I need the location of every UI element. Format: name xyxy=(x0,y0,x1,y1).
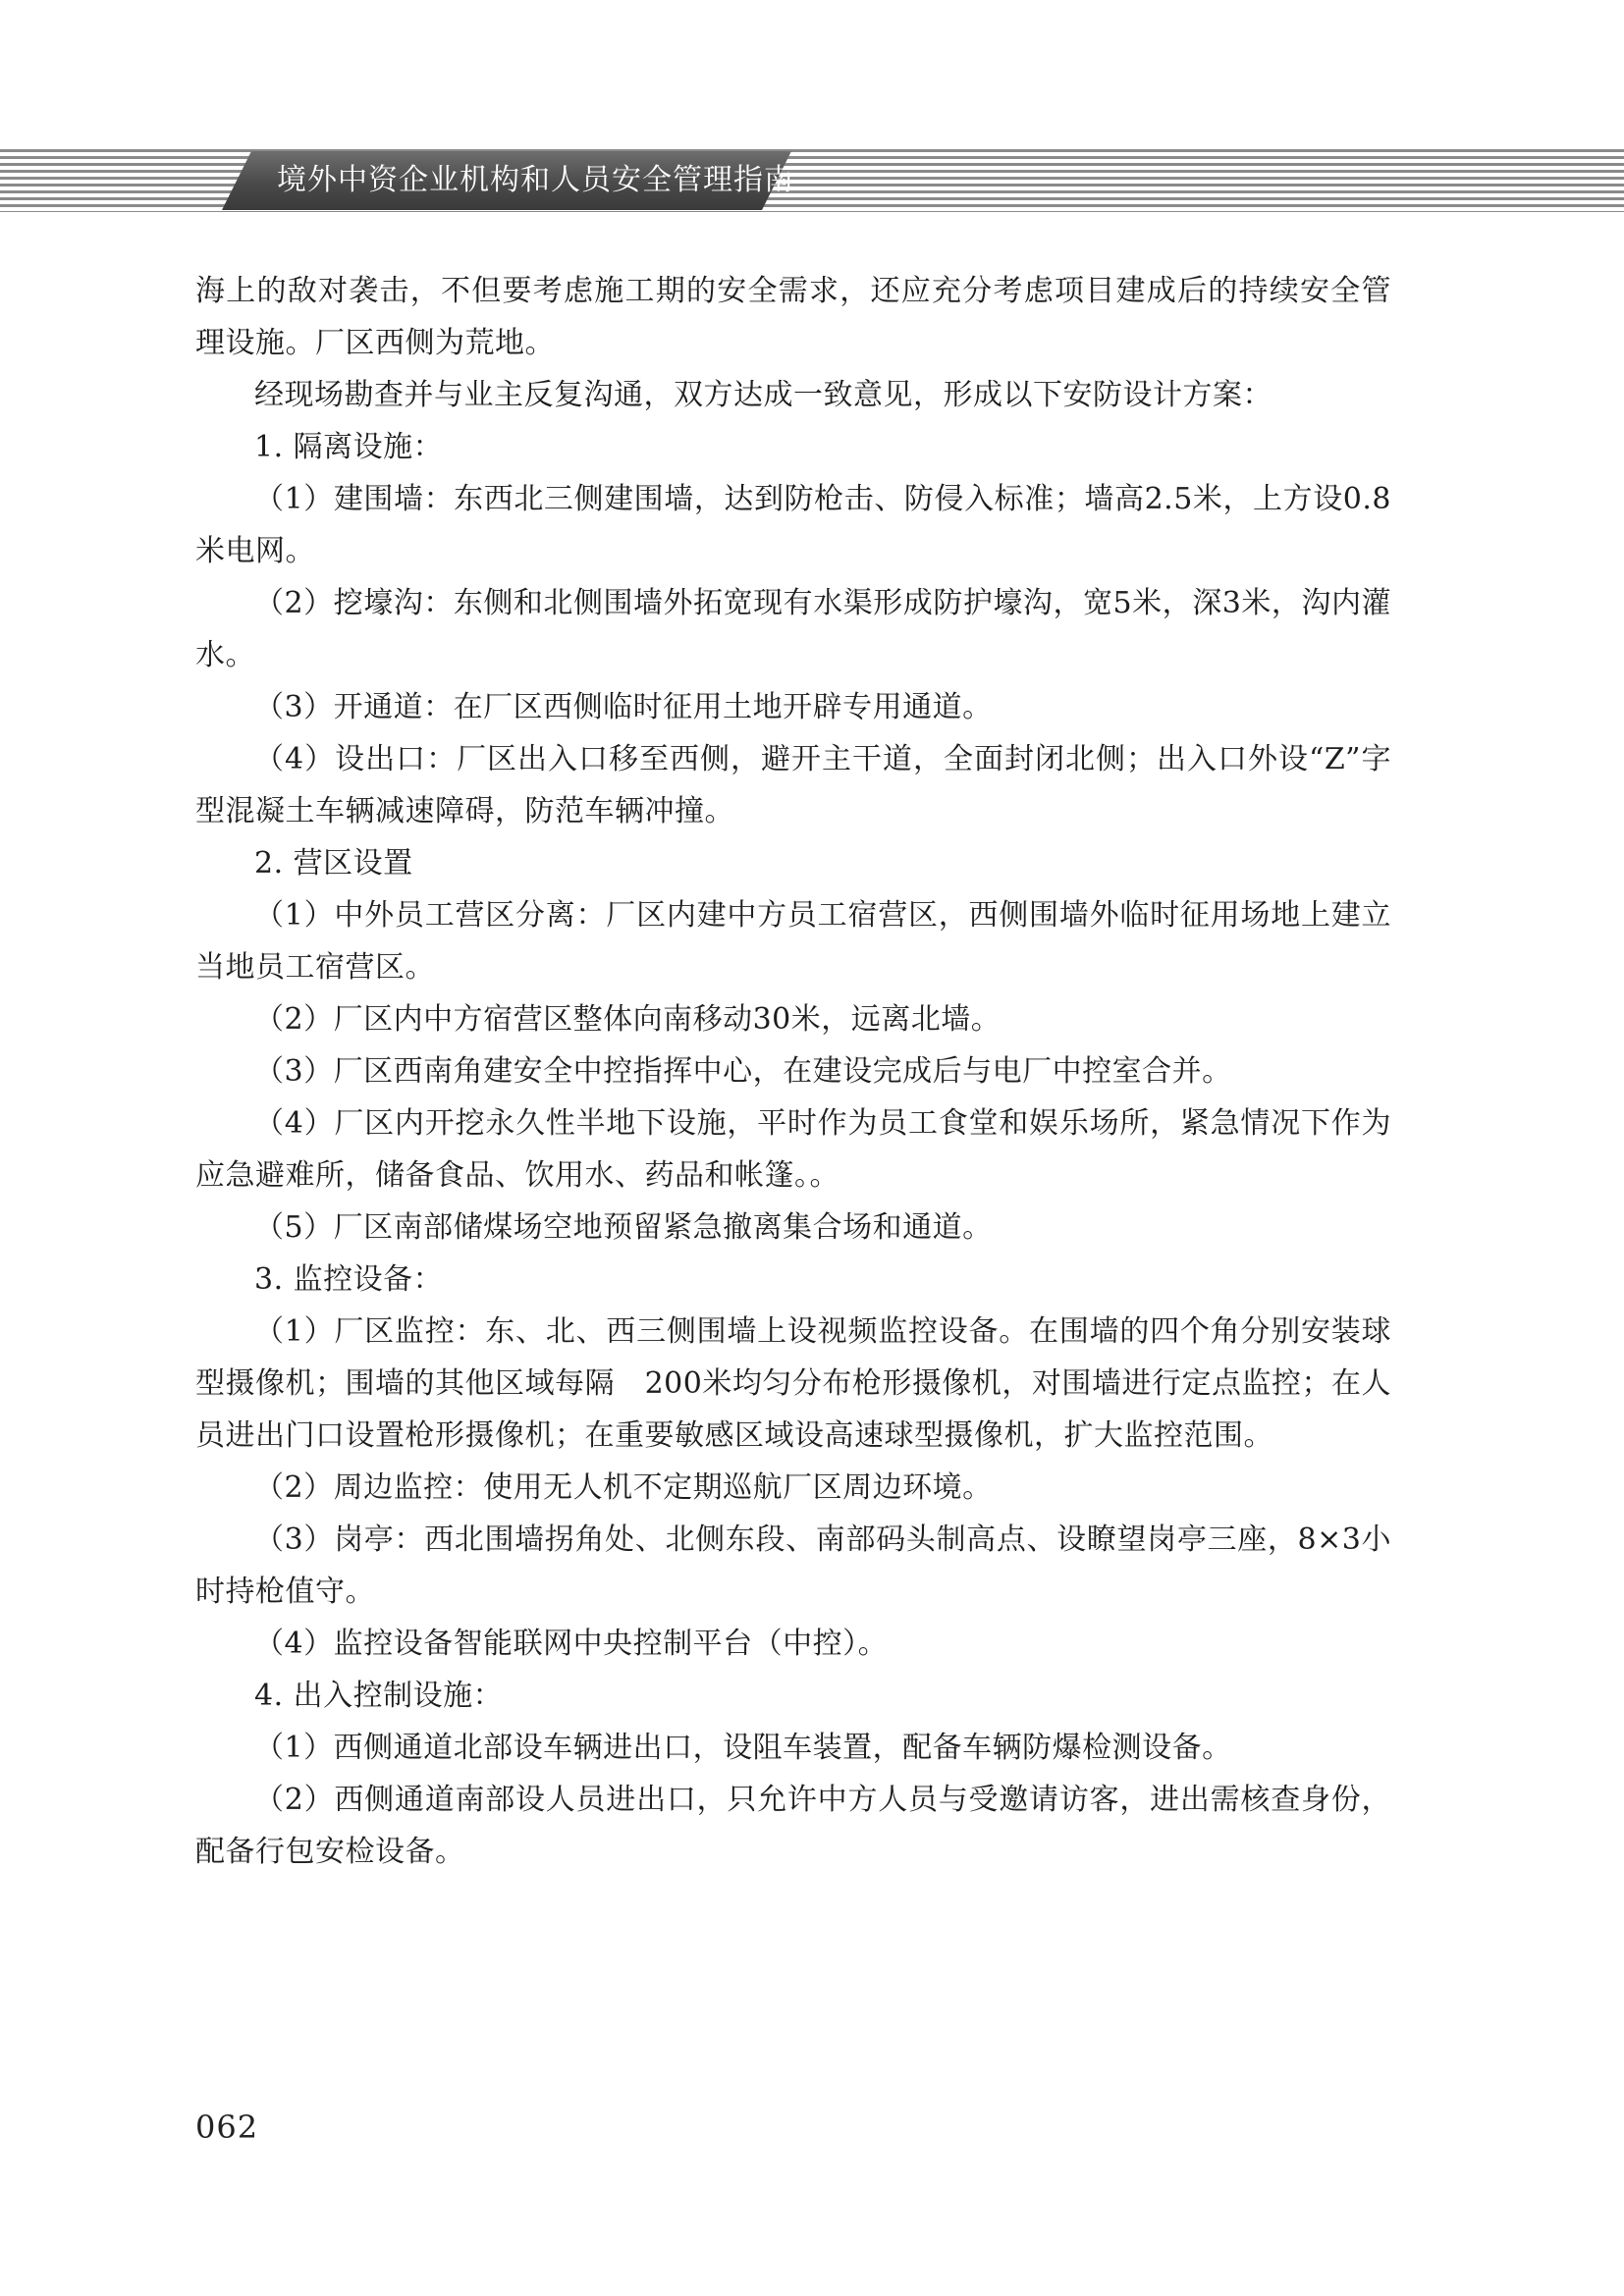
list-item: （4）厂区内开挖永久性半地下设施，平时作为员工食堂和娱乐场所，紧急情况下作为应急避难所，储备食品、饮用水、药品和帐篷。。 xyxy=(195,1106,1391,1193)
section-heading: 3. 监控设备： xyxy=(254,1262,444,1297)
list-item: （3）岗亭：西北围墙拐角处、北侧东段、南部码头制高点、设瞭望岗亭三座，8×3小时持枪值守。 xyxy=(195,1522,1391,1609)
list-item: （4）监控设备智能联网中央控制平台（中控）。 xyxy=(254,1627,889,1661)
running-header xyxy=(0,149,1624,212)
list-item: （1）厂区监控：东、北、西三侧围墙上设视频监控设备。在围墙的四个角分别安装球型摄像机；围墙的其他区域每隔 200米均匀分布枪形摄像机，对围墙进行定点监控；在人员进出门口设置枪形摄像机；在重要敏感区域设高速球型摄像机，扩大监控范围。 xyxy=(195,1314,1391,1453)
list-item: （1）西侧通道北部设车辆进出口，设阻车装置，配备车辆防爆检测设备。 xyxy=(254,1731,1232,1765)
section-heading: 1. 隔离设施： xyxy=(254,430,444,464)
paragraph: 经现场勘查并与业主反复沟通，双方达成一致意见，形成以下安防设计方案： xyxy=(254,378,1272,412)
body-text xyxy=(195,265,1391,1878)
list-item: （4）设出口：厂区出入口移至西侧，避开主干道，全面封闭北侧；出入口外设“Z”字型混凝土车辆减速障碍，防范车辆冲撞。 xyxy=(195,742,1391,828)
page-number: 062 xyxy=(195,2109,259,2146)
list-item: （3）厂区西南角建安全中控指挥中心，在建设完成后与电厂中控室合并。 xyxy=(254,1054,1232,1089)
section-heading: 4. 出入控制设施： xyxy=(254,1679,504,1713)
list-item: （2）周边监控：使用无人机不定期巡航厂区周边环境。 xyxy=(254,1470,993,1505)
book-title: 境外中资企业机构和人员安全管理指南 xyxy=(277,163,794,197)
paragraph: 海上的敌对袭击，不但要考虑施工期的安全需求，还应充分考虑项目建成后的持续安全管理设施。厂区西侧为荒地。 xyxy=(195,274,1391,360)
section-heading: 2. 营区设置 xyxy=(254,846,413,881)
list-item: （2）西侧通道南部设人员进出口，只允许中方人员与受邀请访客，进出需核查身份，配备行包安检设备。 xyxy=(195,1783,1391,1869)
list-item: （3）开通道：在厂区西侧临时征用土地开辟专用通道。 xyxy=(254,690,993,724)
list-item: （2）厂区内中方宿营区整体向南移动30米，远离北墙。 xyxy=(254,1002,1001,1037)
list-item: （1）中外员工营区分离：厂区内建中方员工宿营区，西侧围墙外临时征用场地上建立当地员工宿营区。 xyxy=(195,898,1391,985)
list-item: （5）厂区南部储煤场空地预留紧急撤离集合场和通道。 xyxy=(254,1210,993,1245)
list-item: （2）挖壕沟：东侧和北侧围墙外拓宽现有水渠形成防护壕沟，宽5米，深3米，沟内灌水。 xyxy=(195,586,1391,672)
list-item: （1）建围墙：东西北三侧建围墙，达到防枪击、防侵入标准；墙高2.5米，上方设0.8米电网。 xyxy=(195,482,1391,568)
